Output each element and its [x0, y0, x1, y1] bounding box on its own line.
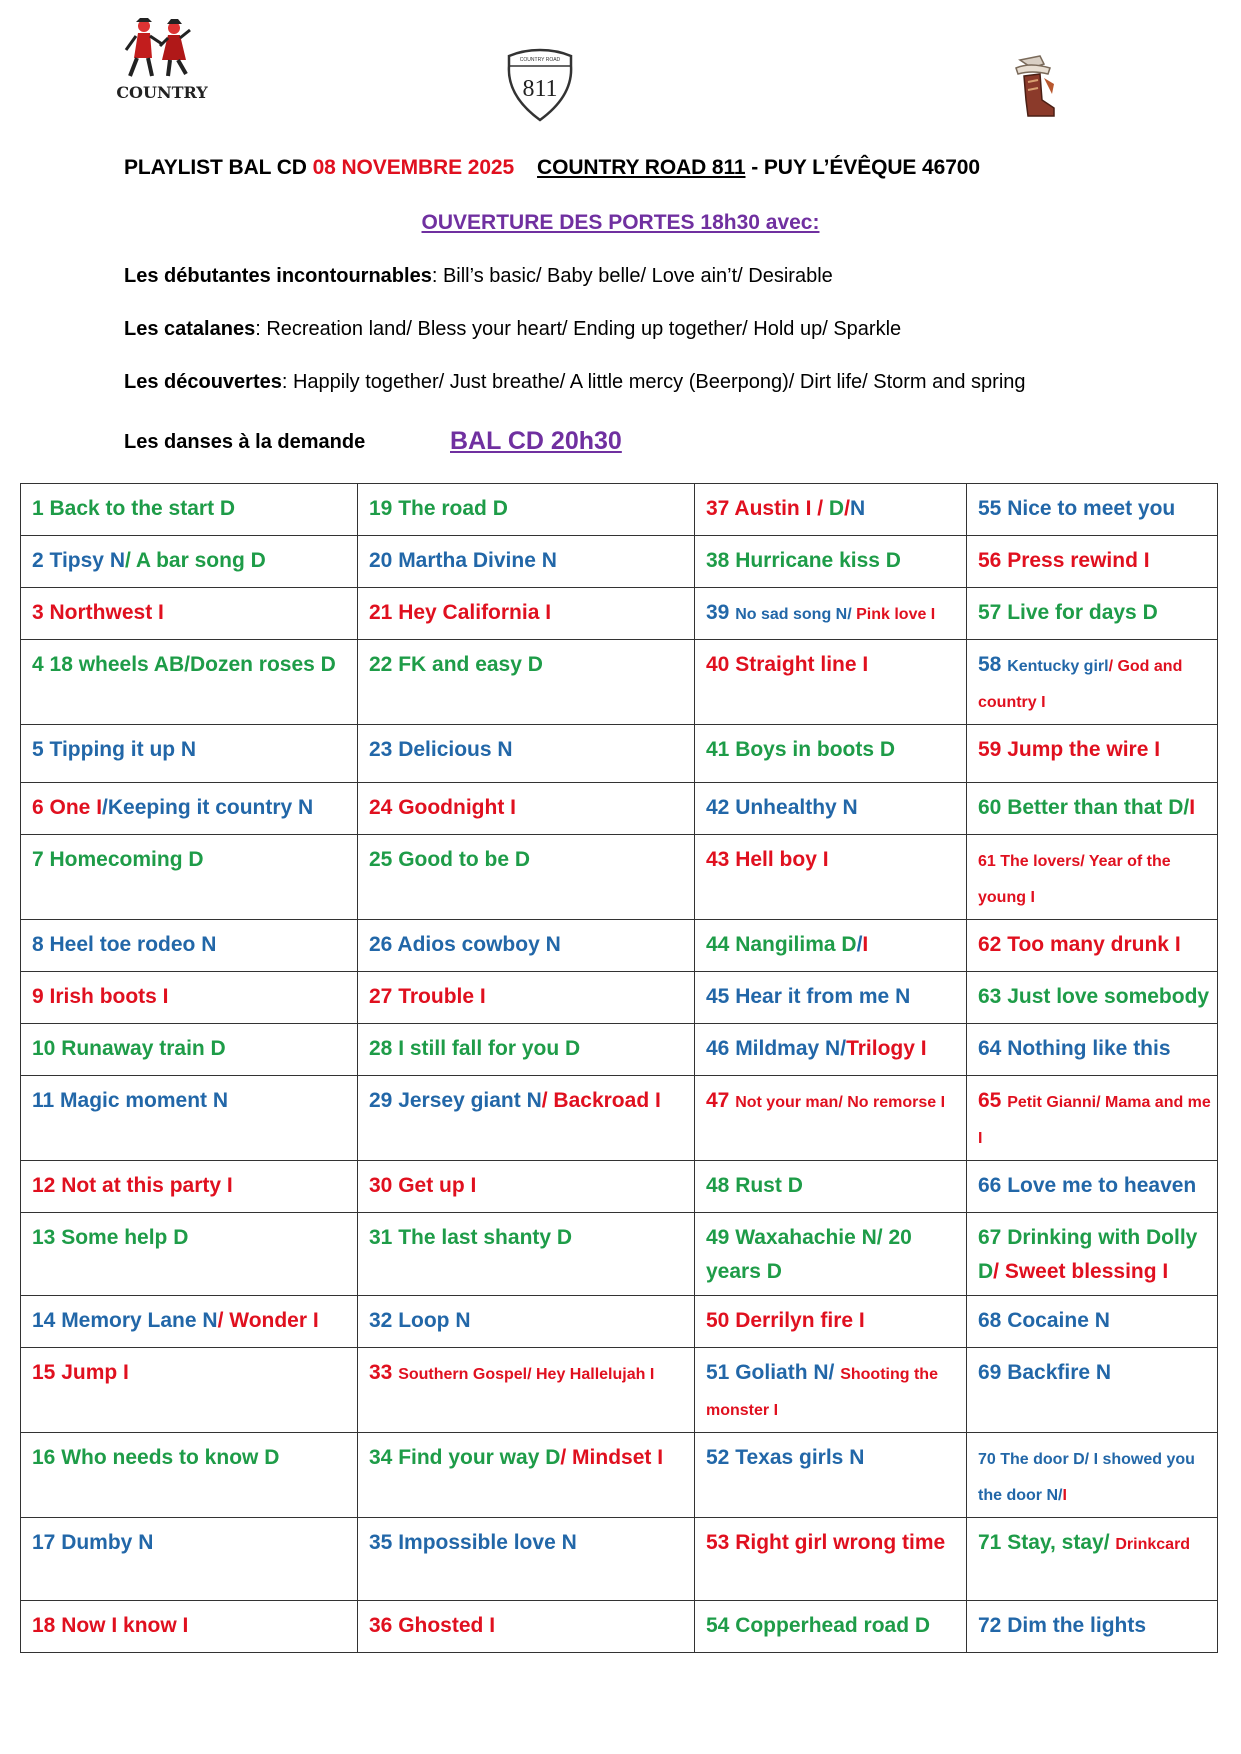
- playlist-cell: [358, 1518, 695, 1601]
- song-text: N: [849, 497, 866, 520]
- song-text: 15 Jump I: [32, 1361, 129, 1384]
- playlist-table-body: [21, 484, 1218, 1653]
- song-text: 4 18 wheels AB/Dozen roses D: [32, 653, 336, 676]
- song-text: 16 Who needs to know D: [32, 1446, 280, 1469]
- playlist-cell: [695, 783, 967, 835]
- header-date: 08 NOVEMBRE 2025: [312, 156, 515, 179]
- playlist-cell: [21, 1433, 358, 1518]
- playlist-cell: [695, 1076, 967, 1161]
- opening-hours: [0, 211, 1241, 235]
- song-text: 37 Austin I: [706, 497, 818, 520]
- debutantes-label: Les débutantes incontournables: [124, 265, 432, 287]
- shield-number: 811: [522, 76, 558, 102]
- playlist-cell: [358, 783, 695, 835]
- song-text: / God and country I: [978, 658, 1183, 711]
- song-text: Drinkcard: [1115, 1536, 1191, 1553]
- song-text: 25 Good to be D: [369, 848, 531, 871]
- song-text: 53 Right girl wrong time: [706, 1531, 946, 1554]
- song-text: Not your man/ No remorse I: [735, 1094, 946, 1111]
- bal-title: BAL CD 20h30: [450, 427, 622, 455]
- song-text: 65: [978, 1089, 1008, 1112]
- song-text: 13 Some help D: [32, 1226, 189, 1249]
- playlist-cell: [967, 536, 1218, 588]
- song-text: 18 Now I know I: [32, 1614, 189, 1637]
- playlist-cell: [695, 1518, 967, 1601]
- song-text: / Mindset I: [560, 1446, 664, 1469]
- song-text: 30 Get up I: [369, 1174, 477, 1197]
- route-811-shield-logo: [503, 46, 577, 124]
- playlist-row: [21, 1024, 1218, 1076]
- song-text: 60 Better than that D/: [978, 796, 1190, 819]
- song-text: 41 Boys in boots D: [706, 738, 896, 761]
- song-text: 10 Runaway train D: [32, 1037, 226, 1060]
- playlist-cell: [21, 920, 358, 972]
- playlist-cell: [21, 484, 358, 536]
- playlist-row: [21, 920, 1218, 972]
- song-text: 61 The lovers/ Year of the young I: [978, 853, 1171, 906]
- playlist-cell: [695, 484, 967, 536]
- playlist-cell: [695, 1348, 967, 1433]
- playlist-cell: [358, 1348, 695, 1433]
- playlist-cell: [358, 536, 695, 588]
- song-text: 64 Nothing like this: [978, 1037, 1171, 1060]
- demande-line: [124, 431, 365, 454]
- playlist-cell: [967, 835, 1218, 920]
- playlist-cell: [967, 588, 1218, 640]
- playlist-cell: [21, 1601, 358, 1653]
- song-text: 43 Hell boy I: [706, 848, 829, 871]
- song-text: 22 FK and easy D: [369, 653, 543, 676]
- playlist-cell: [358, 972, 695, 1024]
- song-text: /: [828, 1361, 841, 1384]
- playlist-cell: [358, 835, 695, 920]
- playlist-cell: [21, 725, 358, 783]
- song-text: 38 Hurricane kiss D: [706, 549, 901, 572]
- song-text: 71 Stay, stay/: [978, 1531, 1116, 1554]
- song-text: 52 Texas girls N: [706, 1446, 865, 1469]
- song-text: 39: [706, 601, 736, 624]
- playlist-cell: [695, 1213, 967, 1296]
- playlist-cell: [695, 588, 967, 640]
- playlist-cell: [967, 1076, 1218, 1161]
- song-text: 45 Hear it from me N: [706, 985, 911, 1008]
- song-text: 9 Irish boots I: [32, 985, 169, 1008]
- playlist-cell: [358, 1601, 695, 1653]
- song-text: 36 Ghosted I: [369, 1614, 496, 1637]
- playlist-cell: [358, 920, 695, 972]
- song-text: 51 Goliath N: [706, 1361, 829, 1384]
- playlist-row: [21, 1433, 1218, 1518]
- song-text: 21 Hey California I: [369, 601, 552, 624]
- song-text: /: [856, 933, 863, 956]
- song-text: 5 Tipping it up N: [32, 738, 197, 761]
- song-text: Shooting the monster I: [706, 1366, 938, 1419]
- playlist-cell: [967, 1161, 1218, 1213]
- playlist-cell: [967, 972, 1218, 1024]
- catalanes-line: [124, 318, 901, 341]
- playlist-row: [21, 1161, 1218, 1213]
- song-text: 29 Jersey giant N: [369, 1089, 542, 1112]
- decouvertes-text: : Happily together/ Just breathe/ A little mercy (Beerpong)/ Dirt life/ Storm and spring: [281, 371, 1026, 393]
- playlist-cell: [967, 1601, 1218, 1653]
- song-text: 56 Press rewind I: [978, 549, 1150, 572]
- song-text: 44 Nangilima D: [706, 933, 857, 956]
- song-text: 70 The door D/ I showed you the door N/: [978, 1451, 1195, 1504]
- song-text: 17 Dumby N: [32, 1531, 154, 1554]
- playlist-cell: [967, 1296, 1218, 1348]
- song-text: 27 Trouble I: [369, 985, 486, 1008]
- playlist-cell: [21, 640, 358, 725]
- song-text: No sad song N/: [735, 606, 857, 623]
- playlist-cell: [21, 1296, 358, 1348]
- song-text: 33: [369, 1361, 399, 1384]
- song-text: Kentucky girl: [1007, 658, 1109, 675]
- playlist-row: [21, 588, 1218, 640]
- playlist-cell: [695, 725, 967, 783]
- country-logo-text: COUNTRY: [116, 83, 208, 102]
- song-text: 7 Homecoming D: [32, 848, 204, 871]
- playlist-cell: [967, 1518, 1218, 1601]
- playlist-cell: [695, 1296, 967, 1348]
- song-text: I: [862, 933, 869, 956]
- song-text: 49 Waxahachie N/ 20 years D: [706, 1226, 912, 1283]
- song-text: 57 Live for days D: [978, 601, 1158, 624]
- playlist-row: [21, 1076, 1218, 1161]
- song-text: / Wonder I: [217, 1309, 319, 1332]
- song-text: D: [828, 497, 845, 520]
- song-text: 42 Unhealthy N: [706, 796, 858, 819]
- playlist-cell: [358, 1433, 695, 1518]
- playlist-cell: [695, 835, 967, 920]
- playlist-cell: [967, 1433, 1218, 1518]
- song-text: 32 Loop N: [369, 1309, 471, 1332]
- playlist-cell: [967, 640, 1218, 725]
- playlist-cell: [967, 1213, 1218, 1296]
- song-text: 8 Heel toe rodeo N: [32, 933, 217, 956]
- song-text: 63 Just love somebody: [978, 985, 1210, 1008]
- decouvertes-label: Les découvertes: [124, 371, 282, 393]
- song-text: 6 One I: [32, 796, 103, 819]
- debutantes-text: : Bill’s basic/ Baby belle/ Love ain’t/ Desirable: [431, 265, 833, 287]
- playlist-cell: [358, 725, 695, 783]
- playlist-cell: [358, 1024, 695, 1076]
- song-text: Southern Gospel/ Hey Hallelujah I: [398, 1366, 655, 1383]
- song-text: 12 Not at this party I: [32, 1174, 233, 1197]
- song-text: 55 Nice to meet you: [978, 497, 1176, 520]
- debutantes-line: [124, 265, 833, 288]
- playlist-cell: [358, 588, 695, 640]
- header-location: - PUY L’ÉVÊQUE 46700: [745, 156, 980, 179]
- song-text: 34 Find your way D: [369, 1446, 561, 1469]
- playlist-row: [21, 1348, 1218, 1433]
- playlist-row: [21, 783, 1218, 835]
- playlist-cell: [21, 1213, 358, 1296]
- song-text: 72 Dim the lights: [978, 1614, 1147, 1637]
- catalanes-text: : Recreation land/ Bless your heart/ Ending up together/ Hold up/ Sparkle: [255, 318, 902, 340]
- playlist-cell: [695, 1601, 967, 1653]
- song-text: Petit Gianni/ Mama and me I: [978, 1094, 1211, 1147]
- song-text: / A bar song D: [124, 549, 266, 572]
- header-prefix: PLAYLIST BAL CD: [124, 156, 313, 179]
- song-text: 23 Delicious N: [369, 738, 513, 761]
- playlist-cell: [21, 536, 358, 588]
- cowboy-boot-logo: [1010, 54, 1062, 122]
- playlist-cell: [967, 783, 1218, 835]
- song-text: 1 Back to the start D: [32, 497, 236, 520]
- playlist-cell: [695, 1433, 967, 1518]
- playlist-cell: [695, 920, 967, 972]
- playlist-cell: [358, 1076, 695, 1161]
- song-text: 3 Northwest I: [32, 601, 164, 624]
- song-text: 46 Mildmay N/: [706, 1037, 847, 1060]
- song-text: / Sweet blessing I: [993, 1260, 1169, 1283]
- playlist-cell: [695, 972, 967, 1024]
- decouvertes-line: [124, 371, 1026, 394]
- playlist-cell: [21, 1518, 358, 1601]
- playlist-cell: [695, 536, 967, 588]
- playlist-row: [21, 1601, 1218, 1653]
- playlist-header: [124, 156, 980, 180]
- song-text: 67 Drinking with Dolly D: [978, 1226, 1198, 1283]
- song-text: 68 Cocaine N: [978, 1309, 1110, 1332]
- playlist-row: [21, 1518, 1218, 1601]
- song-text: 50 Derrilyn fire I: [706, 1309, 865, 1332]
- song-text: 47: [706, 1089, 736, 1112]
- playlist-cell: [358, 1161, 695, 1213]
- playlist-row: [21, 536, 1218, 588]
- playlist-row: [21, 725, 1218, 783]
- playlist-row: [21, 484, 1218, 536]
- playlist-row: [21, 1296, 1218, 1348]
- song-text: 20 Martha Divine N: [369, 549, 557, 572]
- playlist-row: [21, 640, 1218, 725]
- playlist-cell: [21, 588, 358, 640]
- playlist-cell: [21, 1161, 358, 1213]
- shield-small-text: COUNTRY ROAD: [519, 57, 561, 63]
- playlist-cell: [358, 640, 695, 725]
- header-venue: COUNTRY ROAD 811: [537, 156, 746, 179]
- playlist-cell: [967, 484, 1218, 536]
- song-text: 54 Copperhead road D: [706, 1614, 931, 1637]
- country-dancers-logo: [116, 16, 208, 106]
- song-text: 24 Goodnight I: [369, 796, 516, 819]
- playlist-cell: [967, 920, 1218, 972]
- playlist-row: [21, 972, 1218, 1024]
- playlist-cell: [358, 484, 695, 536]
- playlist-cell: [967, 1024, 1218, 1076]
- song-text: 11 Magic moment N: [32, 1089, 229, 1112]
- playlist-cell: [967, 725, 1218, 783]
- playlist-table: [20, 483, 1218, 1653]
- song-text: /: [844, 497, 850, 520]
- playlist-cell: [21, 835, 358, 920]
- song-text: 69 Backfire N: [978, 1361, 1112, 1384]
- song-text: 62 Too many drunk I: [978, 933, 1181, 956]
- song-text: 31 The last shanty D: [369, 1226, 573, 1249]
- song-text: 66 Love me to heaven: [978, 1174, 1197, 1197]
- playlist-cell: [695, 1161, 967, 1213]
- song-text: 28 I still fall for you D: [369, 1037, 581, 1060]
- playlist-cell: [21, 1348, 358, 1433]
- song-text: 48 Rust D: [706, 1174, 803, 1197]
- song-text: 2 Tipsy N: [32, 549, 125, 572]
- song-text: 26 Adios cowboy N: [369, 933, 561, 956]
- playlist-row: [21, 1213, 1218, 1296]
- playlist-cell: [695, 1024, 967, 1076]
- playlist-cell: [967, 1348, 1218, 1433]
- song-text: 35 Impossible love N: [369, 1531, 577, 1554]
- demande-label: Les danses à la demande: [124, 431, 366, 453]
- playlist-cell: [21, 1076, 358, 1161]
- playlist-cell: [358, 1296, 695, 1348]
- playlist-cell: [21, 972, 358, 1024]
- song-text: Pink love I: [856, 606, 936, 623]
- catalanes-label: Les catalanes: [124, 318, 256, 340]
- song-text: 59 Jump the wire I: [978, 738, 1161, 761]
- playlist-cell: [358, 1213, 695, 1296]
- song-text: I: [1062, 1487, 1067, 1504]
- opening-text: OUVERTURE DES PORTES 18h30 avec:: [421, 211, 820, 234]
- song-text: /Keeping it country N: [102, 796, 314, 819]
- song-text: Trilogy I: [846, 1037, 927, 1060]
- playlist-cell: [695, 640, 967, 725]
- song-text: I: [1189, 796, 1196, 819]
- playlist-cell: [21, 1024, 358, 1076]
- song-text: 14 Memory Lane N: [32, 1309, 218, 1332]
- song-text: 40 Straight line I: [706, 653, 869, 676]
- song-text: / Backroad I: [541, 1089, 661, 1112]
- song-text: 58: [978, 653, 1008, 676]
- song-text: /: [817, 497, 829, 520]
- playlist-row: [21, 835, 1218, 920]
- song-text: 19 The road D: [369, 497, 508, 520]
- playlist-cell: [21, 783, 358, 835]
